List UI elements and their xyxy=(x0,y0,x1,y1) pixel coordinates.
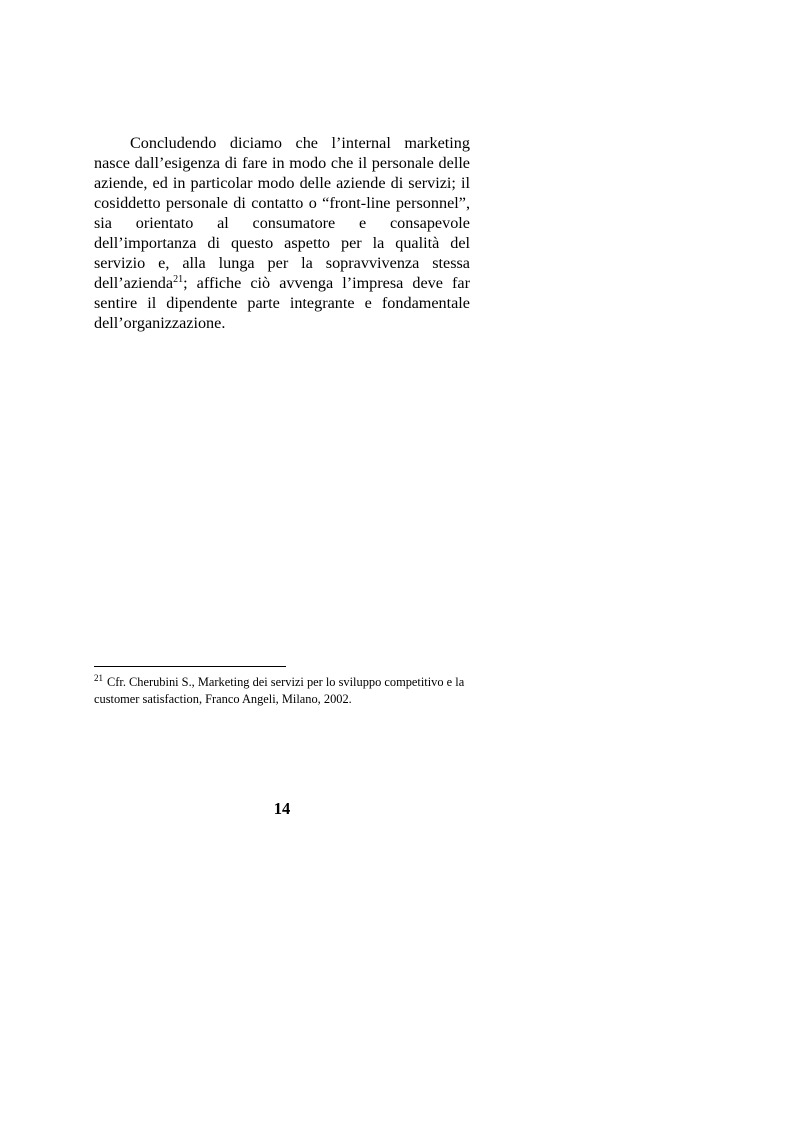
footnote-reference: 21 xyxy=(173,274,184,285)
paragraph-text-part1: Concludendo diciamo che l’internal marketing nasce dall’esigenza di fare in modo che il personale delle aziende, ed in particolar modo delle aziende di servizi; il cosiddetto personale di contatto o “front-line personnel”, sia orientato al consumatore e consapevole dell’importanza di questo aspetto per la qualità del servizio e, alla lunga per la sopravvivenza stessa dell’azienda xyxy=(94,134,470,292)
footnote-number: 21 xyxy=(94,673,103,683)
footnote xyxy=(94,674,470,708)
page-number: 14 xyxy=(273,799,291,818)
body-paragraph xyxy=(94,133,470,333)
paragraph-text-part2: ; affiche ciò avvenga l’impresa deve far sentire il dipendente parte integrante e fondamentale dell’organizzazione. xyxy=(94,274,470,332)
footnote-text: Cfr. Cherubini S., Marketing dei servizi per lo sviluppo competitivo e la customer satisfaction, Franco Angeli, Milano, 2002. xyxy=(94,675,465,706)
footnote-separator xyxy=(94,666,286,667)
